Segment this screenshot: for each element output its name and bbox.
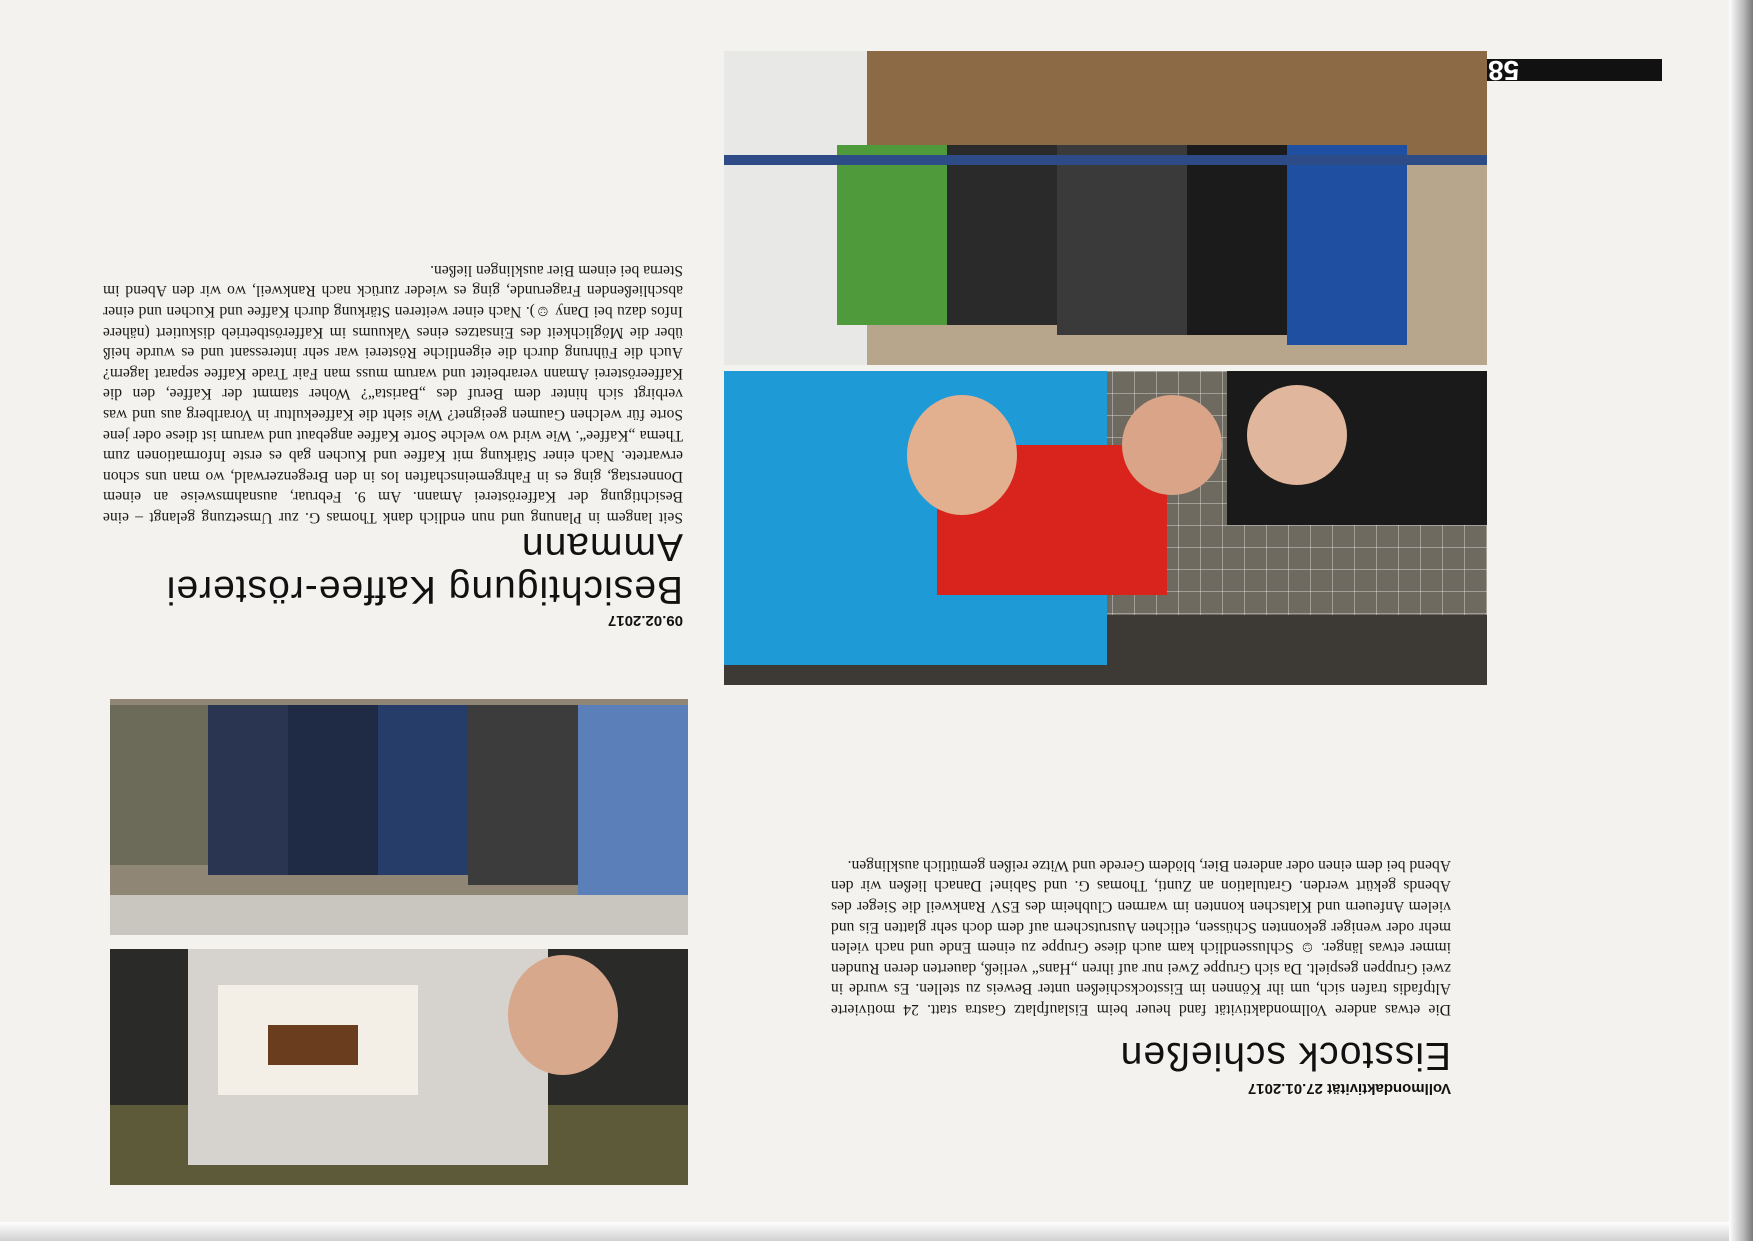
page-number: 58 bbox=[1458, 59, 1662, 81]
photo-eisstock-clubheim-group bbox=[724, 51, 1487, 365]
photo-kaffee-group bbox=[110, 699, 688, 935]
article-2-date-line: 09.02.2017 bbox=[607, 612, 683, 629]
photo-kaffee-cake bbox=[110, 949, 688, 1185]
scan-binding-edge bbox=[1729, 0, 1753, 1241]
article-2-title: Besichtigung Kaffee-rösterei Ammann bbox=[165, 525, 683, 611]
article-2-body: Seit langem in Planung und nun endlich dank Thomas G. zur Umsetzung gelangt – eine Besichtigung der Kafferösterei Amann. Am 9. Februar, ausnahmsweise an einem Donnerstag, ging es in Fahrgemeinschaften los in den Bregenzerwald, wo man uns schon erwartete. Nach einer Stärkung mit Kaffee und Kuchen gab es erste Informationen zum Thema „Kaffee“. Wie wird wo welche Sorte Kaffee angebaut und warum ist diese oder jene Sorte für welchen Gaumen geeignet? Wie sieht die Kaffeekultur in Vorarlberg aus und was verbirgt sich hinter dem Beruf des „Baristа“? Woher stammt der Kaffee, den die Kaffeerösterei Amann verarbeitet und warum muss man Fair Trade Kaffee separat lagern? Auch die Führung durch die eigentliche Rösterei war sehr interessant und es wurde heiß über die Möglichkeit des Einsatzes eines Vakuums im Kafferöstbetrieb diskutiert (nähere Infos dazu bei Dany ☺). Nach einer weiteren Stärkung durch Kaffee und Kuchen und einer abschließenden Fragerunde, ging es wieder zurück nach Rankweil, wo wir den Abend im Sterna bei einem Bier ausklingen ließen. bbox=[103, 261, 683, 526]
scan-bottom-edge bbox=[0, 1222, 1753, 1241]
article-1-date-line: Vollmondaktivität 27.01.2017 bbox=[1247, 1080, 1451, 1097]
article-1-body: Die etwas andere Vollmondaktivität fand heuer beim Eislaufplatz Gastra statt. 24 motivierte Altpfadis trafen sich, um ihr Können im Eisstockschießen unter Beweis zu stellen. Es wurde in zwei Gruppen gespielt. Da sich Gruppe Zwei nur auf ihren „Hans“ verließ, dauerten deren Runden immer etwas länger. ☺ Schlussendlich kam auch diese Gruppe zu einem Ende und nach vielen mehr oder weniger gekonnten Schüssen, etlichen Ausrutschern auf dem doch sehr glatten Eis und vielem Anfeuern und Klatschen konnten im warmen Clubheim des ESV Rankweil die Sieger des Abends gekürt werden. Gratulation an Zunti, Thomas G. und Sabine! Danach ließen wir den Abend bei dem einen oder anderen Bier, blödem Gerede und Witze reißen gemütlich ausklingen. bbox=[831, 856, 1451, 1018]
article-1-title: Eisstock schießen bbox=[1119, 1034, 1451, 1077]
photo-eisstock-group bbox=[724, 371, 1487, 685]
